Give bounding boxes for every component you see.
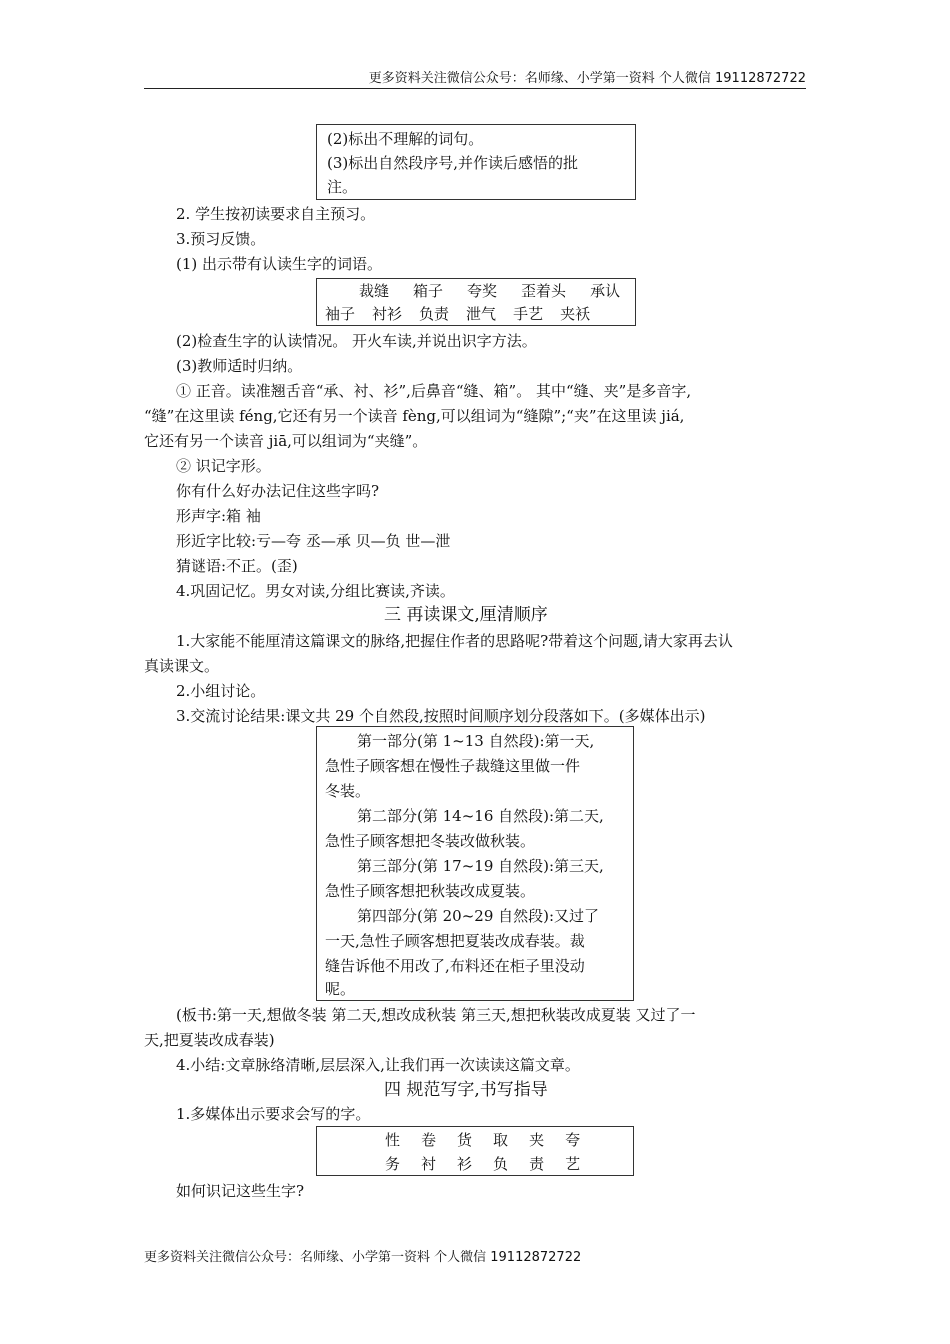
box2-line: 第四部分(第 20~29 自然段):又过了 [357, 907, 600, 925]
char: 衬 [421, 1155, 437, 1173]
char: 性 [385, 1131, 401, 1149]
page-footer: 更多资料关注微信公众号：名师缘、小学第一资料 个人微信 19112872722 [144, 1250, 582, 1265]
chars-row-1 [385, 1129, 580, 1151]
para-pronunciation-2: “缝”在这里读 féng,它还有另一个读音 fèng,可以组词为“缝隙”;“夹”在这里读 jiá, [144, 407, 685, 425]
box2-line: 第三部分(第 17~19 自然段):第三天, [357, 857, 604, 875]
vocab-row-2 [325, 303, 590, 325]
box1-line-3: 注。 [327, 178, 358, 196]
vocab-word: 袖子 [325, 305, 356, 323]
s4-question: 如何识记这些生字? [176, 1182, 305, 1200]
board-notes-1: (板书:第一天,想做冬装 第二天,想改成秋装 第三天,想把秋装改成夏装 又过了一 [176, 1006, 696, 1024]
s3-para-1a: 1.大家能不能厘清这篇课文的脉络,把握住作者的思路呢?带着这个问题,请大家再去认 [176, 632, 733, 650]
box2-line: 呢。 [325, 980, 356, 998]
s3-para-4: 4.小结:文章脉络清晰,层层深入,让我们再一次读读这篇文章。 [176, 1056, 580, 1074]
box2-line: 第二部分(第 14~16 自然段):第二天, [357, 807, 604, 825]
box1-line-1: (2)标出不理解的词句。 [327, 130, 484, 148]
para-2: 2. 学生按初读要求自主预习。 [176, 205, 376, 223]
char: 卷 [421, 1131, 437, 1149]
box2-line: 急性子顾客想把冬装改做秋装。 [325, 832, 536, 850]
box-structure [316, 726, 634, 1001]
vocab-word: 夸奖 [467, 282, 498, 300]
char: 货 [457, 1131, 473, 1149]
char: 负 [493, 1155, 509, 1173]
char: 衫 [457, 1155, 473, 1173]
section-4-heading: 四 规范写字,书写指导 [384, 1080, 548, 1100]
vocab-word: 夹袄 [560, 305, 591, 323]
para-phonetic-chars: 形声字:箱 袖 [176, 507, 261, 525]
box2-line: 急性子顾客想把秋装改成夏装。 [325, 882, 536, 900]
char: 责 [529, 1155, 545, 1173]
box1-line-2: (3)标出自然段序号,并作读后感悟的批 [327, 154, 579, 172]
para-pronunciation-3: 它还有另一个读音 jiā,可以组词为“夹缝”。 [144, 432, 428, 450]
para-3-2: (2)检查生字的认读情况。 开火车读,并说出识字方法。 [176, 332, 537, 350]
box2-line: 缝告诉他不用改了,布料还在柜子里没动 [325, 957, 585, 975]
s3-para-1b: 真读课文。 [144, 657, 220, 675]
box2-line: 急性子顾客想在慢性子裁缝这里做一件 [325, 757, 581, 775]
box2-line: 一天,急性子顾客想把夏装改成春装。裁 [325, 932, 585, 950]
section-3-heading: 三 再读课文,厘清顺序 [384, 605, 548, 625]
vocab-word: 箱子 [413, 282, 444, 300]
header-text: 更多资料关注微信公众号：名师缘、小学第一资料 个人微信 19112872722 [368, 71, 806, 86]
para-3-1: (1) 出示带有认读生字的词语。 [176, 255, 383, 273]
para-shape: ② 识记字形。 [176, 457, 271, 475]
chars-row-2 [385, 1153, 580, 1175]
para-similar-chars: 形近字比较:亏—夸 丞—承 贝—负 世—泄 [176, 532, 451, 550]
char: 取 [493, 1131, 509, 1149]
box2-line: 第一部分(第 1~13 自然段):第一天, [357, 732, 595, 750]
box2-line: 冬装。 [325, 782, 371, 800]
char: 夹 [529, 1131, 545, 1149]
s3-para-3: 3.交流讨论结果:课文共 29 个自然段,按照时间顺序划分段落如下。(多媒体出示) [176, 707, 706, 725]
para-question: 你有什么好办法记住这些字吗? [176, 482, 380, 500]
box-reading-requirements [316, 124, 636, 200]
board-notes-2: 天,把夏装改成春装) [144, 1031, 275, 1049]
para-3-3: (3)教师适时归纳。 [176, 357, 303, 375]
page-header [144, 66, 806, 89]
vocab-word: 歪着头 [521, 282, 567, 300]
vocab-word: 衬衫 [372, 305, 403, 323]
vocab-word: 负责 [419, 305, 450, 323]
vocab-word: 泄气 [466, 305, 497, 323]
para-pronunciation-1: ① 正音。读准翘舌音“承、衬、衫”,后鼻音“缝、箱”。 其中“缝、夹”是多音字, [176, 382, 692, 400]
char: 夸 [565, 1131, 581, 1149]
char: 艺 [565, 1155, 581, 1173]
box-writing-chars [316, 1126, 634, 1176]
vocab-word: 手艺 [513, 305, 544, 323]
para-3: 3.预习反馈。 [176, 230, 266, 248]
vocab-word: 裁缝 [359, 282, 390, 300]
char: 务 [385, 1155, 401, 1173]
s3-para-2: 2.小组讨论。 [176, 682, 266, 700]
para-riddle: 猜谜语:不正。(歪) [176, 557, 298, 575]
para-4: 4.巩固记忆。男女对读,分组比赛读,齐读。 [176, 582, 455, 600]
box-vocabulary [316, 278, 636, 326]
s4-para-1: 1.多媒体出示要求会写的字。 [176, 1105, 371, 1123]
vocab-row-1 [359, 280, 620, 302]
vocab-word: 承认 [590, 282, 621, 300]
